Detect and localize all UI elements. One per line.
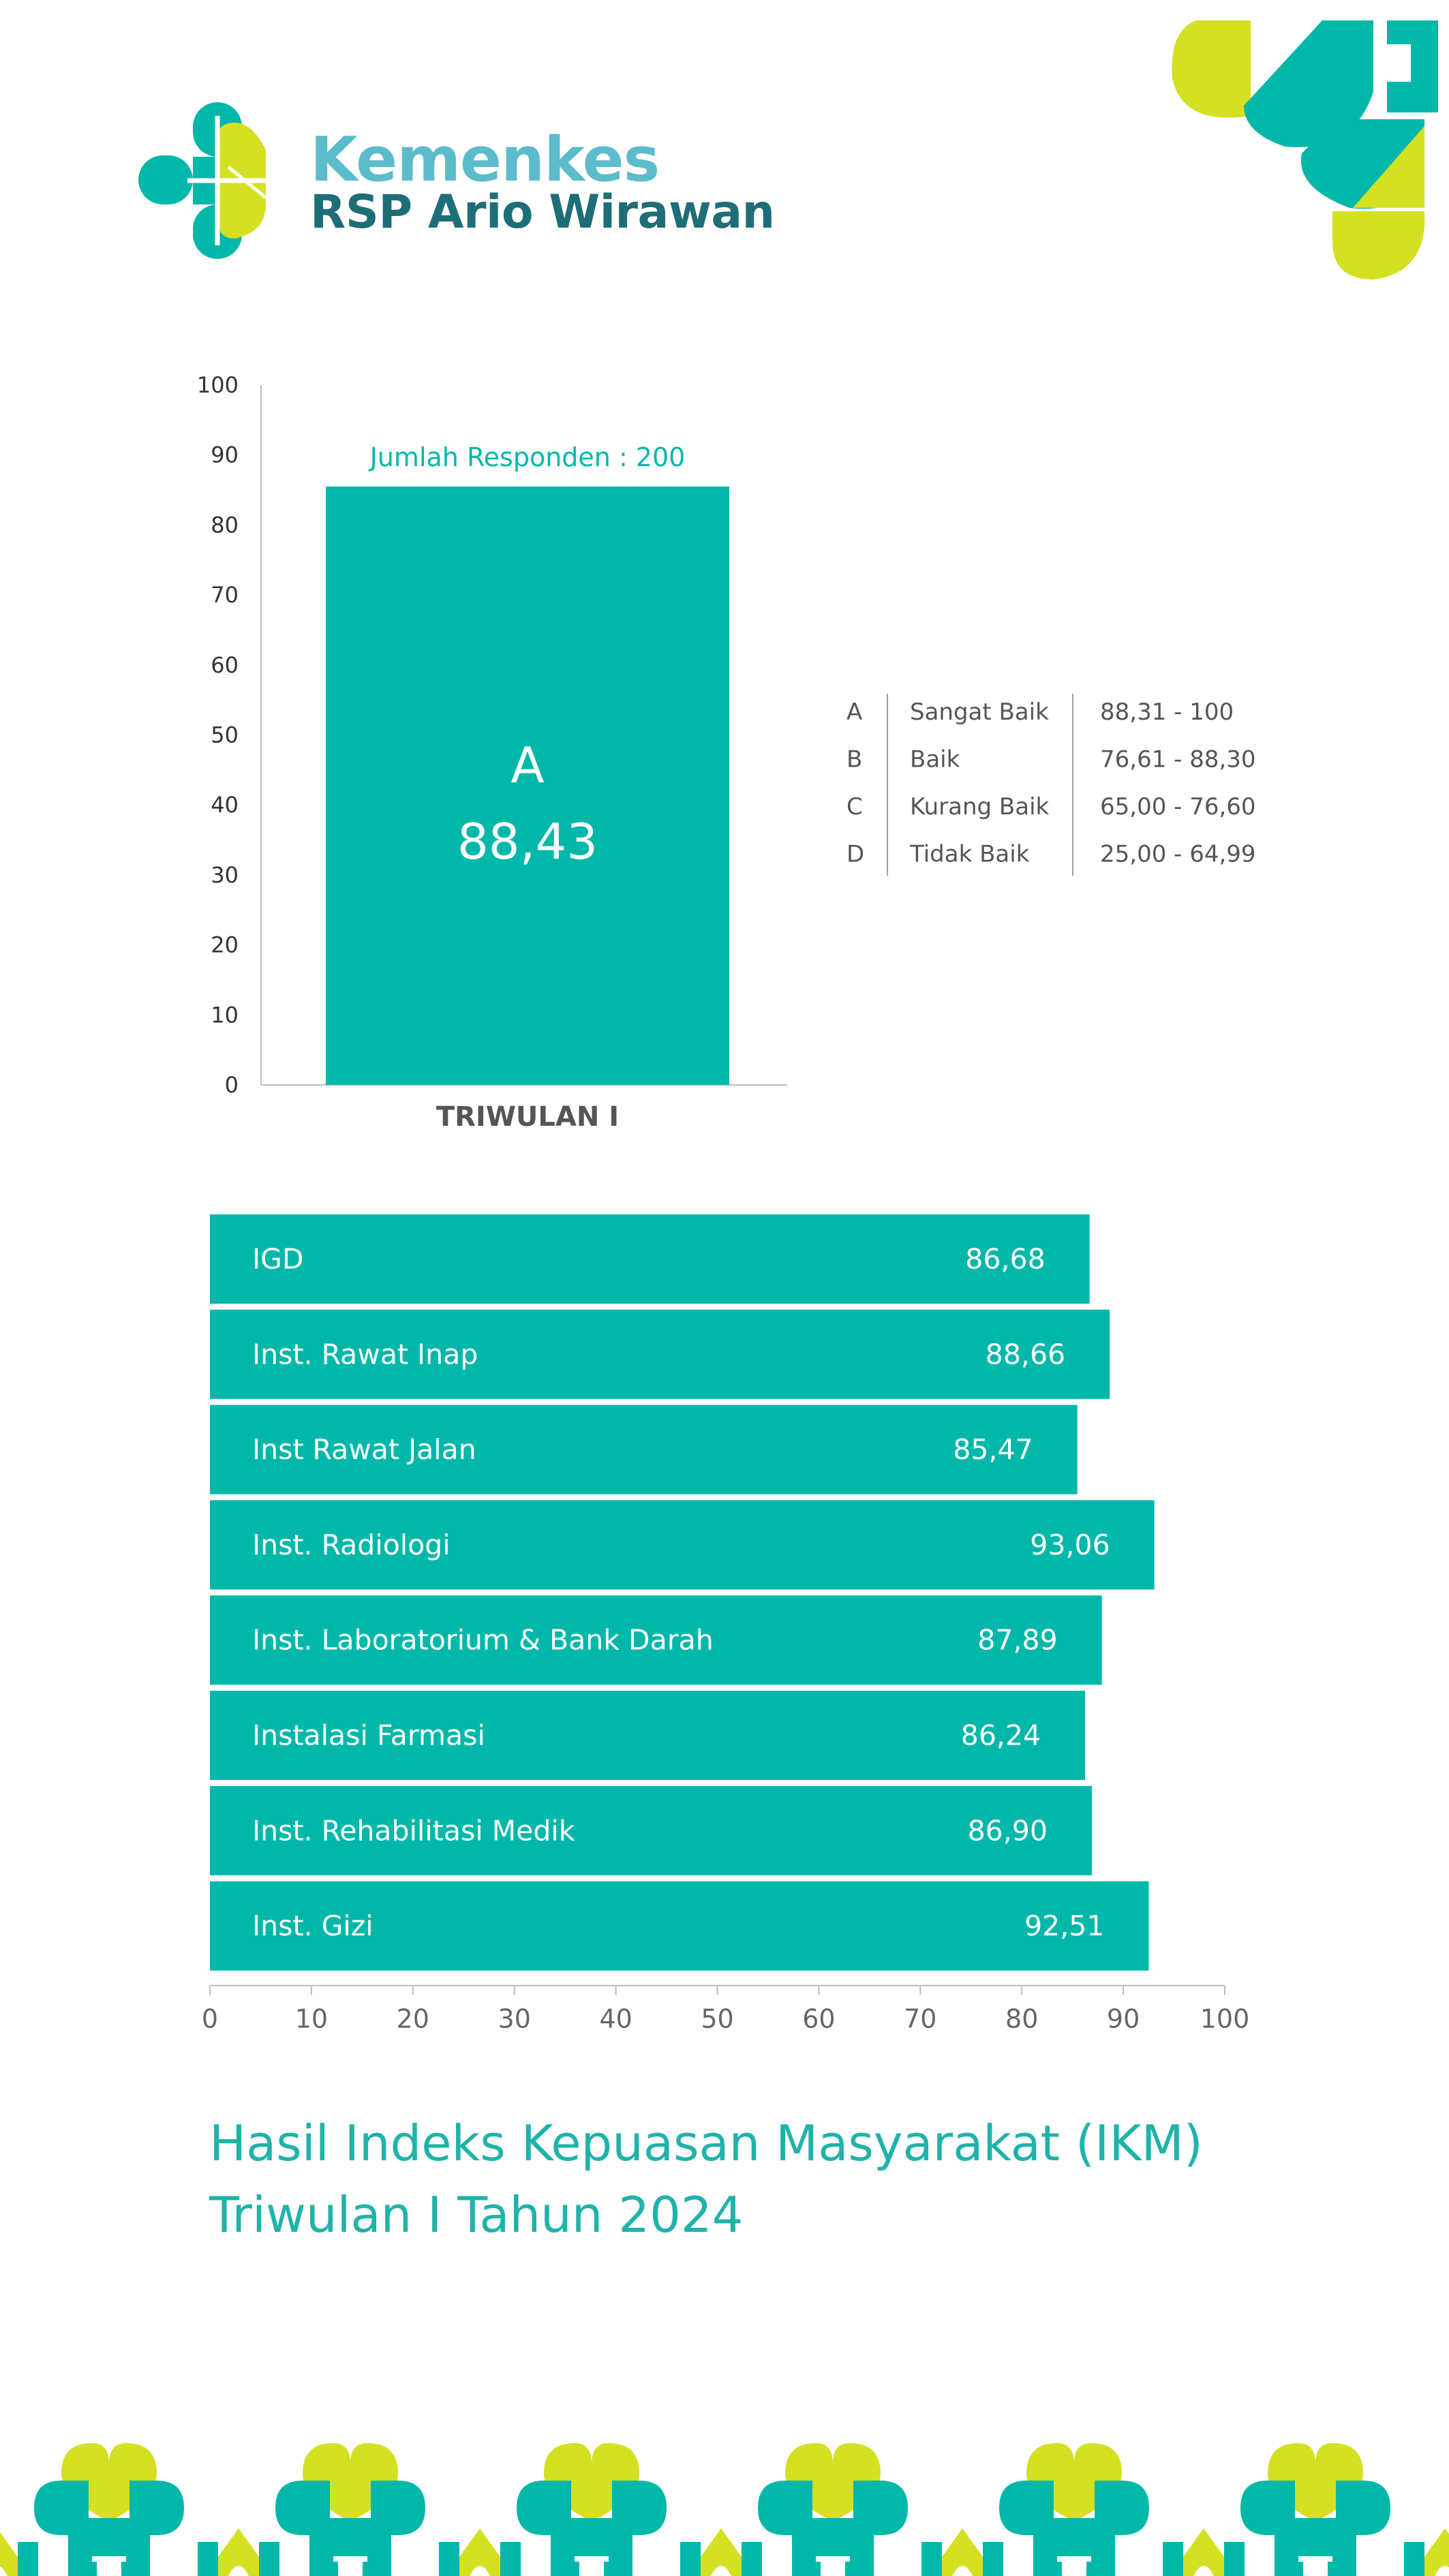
- unit-bar: [210, 1214, 1090, 1304]
- footer-pattern-icon: [0, 2433, 1449, 2576]
- y-tick-label: 50: [211, 722, 239, 748]
- unit-bar-value: 86,68: [965, 1242, 1046, 1276]
- unit-bar-label: Inst. Rawat Inap: [252, 1338, 478, 1371]
- y-tick-label: 70: [211, 582, 239, 609]
- x-tick-label: 40: [599, 2004, 632, 2034]
- pattern-tile: [999, 2443, 1245, 2576]
- pattern-tile: [0, 2443, 38, 2576]
- pattern-tile: [275, 2443, 521, 2576]
- pattern-block: [983, 2542, 1003, 2576]
- grade-range: 65,00 - 76,60: [1100, 793, 1256, 821]
- grade-legend-table: [818, 681, 1449, 886]
- y-tick-label: 60: [211, 651, 239, 678]
- page-title-line1: Hasil Indeks Kepuasan Masyarakat (IKM): [209, 2115, 1203, 2172]
- bar-grade-label: A: [510, 736, 545, 794]
- unit-bar-value: 87,89: [977, 1623, 1058, 1657]
- pattern-block: [198, 2542, 218, 2576]
- x-tick-label: 50: [701, 2004, 734, 2034]
- brand-subtitle: RSP Ario Wirawan: [310, 185, 775, 239]
- unit-bar-label: Inst. Radiologi: [252, 1528, 451, 1561]
- pattern-block: [18, 2542, 38, 2576]
- unit-bar-value: 86,90: [967, 1814, 1048, 1847]
- pattern-tile: [758, 2443, 1003, 2576]
- y-tick-label: 0: [224, 1072, 239, 1098]
- pattern-block: [500, 2542, 521, 2576]
- y-tick-label: 30: [211, 861, 239, 888]
- unit-bar-value: 88,66: [985, 1338, 1066, 1371]
- grade-label: Sangat Baik: [910, 699, 1049, 726]
- x-tick-label: 0: [201, 2004, 219, 2034]
- respondent-annotation: Jumlah Responden : 200: [369, 442, 686, 472]
- grade-code: D: [846, 840, 865, 868]
- grade-code: A: [846, 699, 863, 726]
- grade-label: Kurang Baik: [910, 793, 1050, 821]
- unit-bar-value: 92,51: [1024, 1910, 1105, 1943]
- y-tick-label: 80: [211, 512, 239, 538]
- pattern-tile: [517, 2443, 762, 2576]
- brand-name: Kemenkes: [310, 124, 660, 196]
- unit-bar-label: Inst. Rehabilitasi Medik: [252, 1814, 575, 1847]
- corner-ornament-icon: [1169, 17, 1449, 286]
- y-tick-label: 100: [196, 372, 239, 398]
- unit-ikm-horizontal-bar-chart: [0, 1199, 1449, 2058]
- grade-code: B: [846, 746, 863, 773]
- pattern-tile: [1240, 2443, 1449, 2576]
- y-tick-label: 90: [211, 442, 239, 468]
- pattern-block: [921, 2542, 942, 2576]
- x-tick-label: 20: [396, 2004, 429, 2034]
- pattern-block: [1163, 2542, 1183, 2576]
- bar-value-label: 88,43: [457, 812, 598, 870]
- kemenkes-logo-icon: [133, 95, 296, 266]
- unit-bar-label: Inst Rawat Jalan: [252, 1433, 476, 1467]
- pattern-block: [259, 2542, 279, 2576]
- y-tick-label: 40: [211, 792, 239, 818]
- unit-bar-label: IGD: [252, 1242, 304, 1276]
- grade-label: Baik: [910, 746, 960, 773]
- page-title-line2: Triwulan I Tahun 2024: [209, 2186, 744, 2243]
- x-tick-label: TRIWULAN I: [436, 1101, 620, 1133]
- x-tick-label: 90: [1106, 2004, 1140, 2034]
- pattern-block: [1404, 2542, 1424, 2576]
- grade-range: 25,00 - 64,99: [1100, 840, 1256, 868]
- x-tick-label: 60: [802, 2004, 836, 2034]
- pattern-block: [742, 2542, 762, 2576]
- x-tick-label: 80: [1005, 2004, 1039, 2034]
- grade-range: 76,61 - 88,30: [1100, 746, 1256, 773]
- grade-code: C: [846, 793, 863, 821]
- pattern-block: [680, 2542, 701, 2576]
- unit-bar-label: Inst. Gizi: [252, 1910, 373, 1943]
- unit-bar-label: Inst. Laboratorium & Bank Darah: [252, 1623, 714, 1657]
- pattern-block: [1224, 2542, 1245, 2576]
- pattern-block: [439, 2542, 459, 2576]
- y-tick-label: 10: [211, 1002, 239, 1028]
- unit-bar-value: 93,06: [1030, 1528, 1110, 1561]
- x-tick-label: 100: [1200, 2004, 1250, 2034]
- unit-bar-value: 85,47: [953, 1433, 1033, 1467]
- pattern-tile: [34, 2443, 279, 2576]
- grade-label: Tidak Baik: [910, 840, 1030, 868]
- unit-bar-value: 86,24: [960, 1719, 1041, 1752]
- y-tick-label: 20: [211, 932, 239, 958]
- unit-bar-label: Instalasi Farmasi: [252, 1719, 485, 1752]
- grade-range: 88,31 - 100: [1100, 699, 1234, 726]
- x-tick-label: 30: [498, 2004, 531, 2034]
- x-tick-label: 10: [294, 2004, 329, 2034]
- x-tick-label: 70: [904, 2004, 937, 2034]
